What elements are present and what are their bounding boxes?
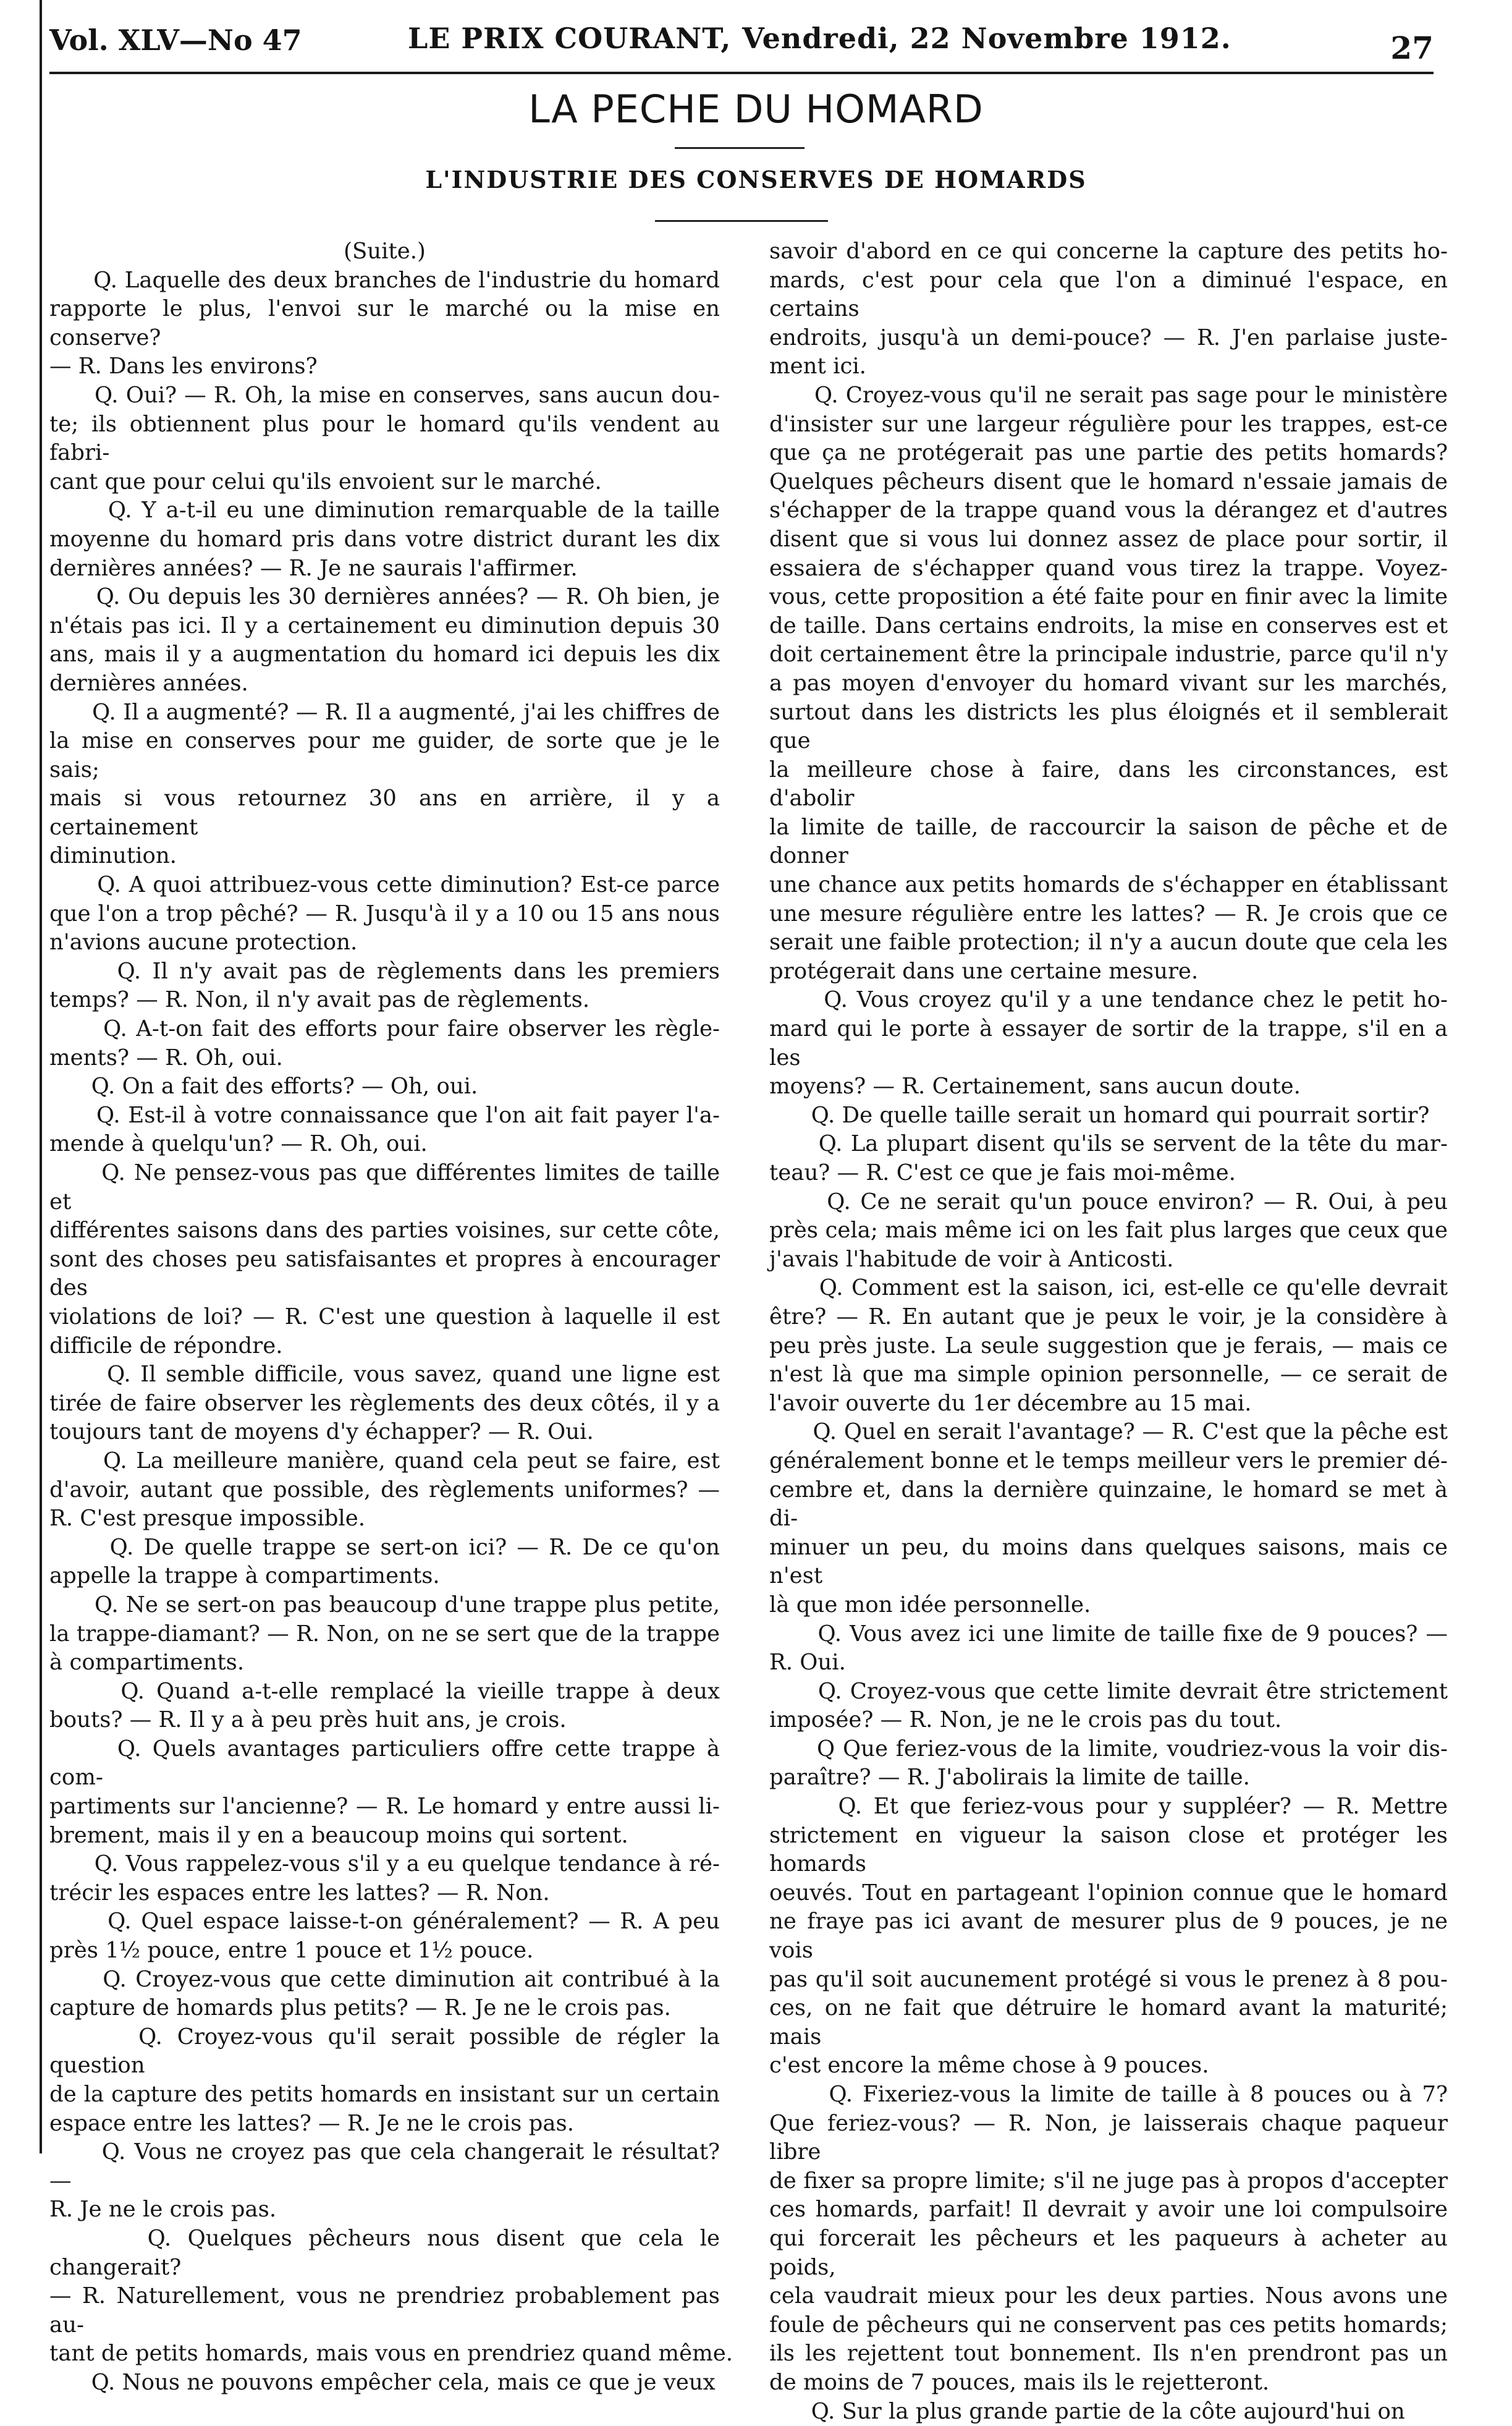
text-line: Q. Vous croyez qu'il y a une tendance chez le petit ho-: [769, 987, 1448, 1013]
text-line: diminution.: [49, 843, 177, 869]
text-line: vous, cette proposition a été faite pour en finir avec la limite: [769, 584, 1448, 610]
text-line: Q Que feriez-vous de la limite, voudriez-vous la voir dis-: [769, 1736, 1448, 1762]
subtitle-divider: [655, 220, 828, 222]
text-line: Q. Y a-t-il eu une diminution remarquable de la taille: [49, 498, 720, 524]
text-line: Q. De quelle taille serait un homard qui pourrait sortir?: [769, 1102, 1430, 1128]
text-line: Q. Il a augmenté? — R. Il a augmenté, j'ai les chiffres de: [49, 699, 720, 725]
text-line: la meilleure chose à faire, dans les circonstances, est d'abolir: [769, 757, 1455, 812]
text-line: tant de petits homards, mais vous en prendriez quand même.: [49, 2341, 733, 2367]
text-line: appelle la trappe à compartiments.: [49, 1563, 440, 1589]
article-title: LA PECHE DU HOMARD: [528, 87, 984, 132]
text-line: de la capture des petits homards en insistant sur un certain: [49, 2082, 720, 2107]
text-line: savoir d'abord en ce qui concerne la capture des petits ho-: [769, 239, 1448, 264]
text-line: ne fraye pas ici avant de mesurer plus de 9 pouces, je ne vois: [769, 1909, 1455, 1964]
text-line: s'échapper de la trappe quand vous la dérangez et d'autres: [769, 498, 1448, 524]
text-line: que ça ne protégerait pas une partie des petits homards?: [769, 440, 1448, 466]
text-line: Q. Ne pensez-vous pas que différentes limites de taille et: [49, 1160, 727, 1215]
text-line: mard qui le porte à essayer de sortir de la trappe, s'il en a les: [769, 1016, 1455, 1071]
text-line: Q. Quand a-t-elle remplacé la vieille trappe à deux: [49, 1678, 720, 1704]
text-line: de fixer sa propre limite; s'il ne juge pas à propos d'accepter: [769, 2168, 1448, 2194]
text-line: imposée? — R. Non, je ne le crois pas du tout.: [769, 1707, 1282, 1733]
text-line: de taille. Dans certains endroits, la mise en conserves est et: [769, 613, 1448, 638]
text-line: paraître? — R. J'abolirais la limite de taille.: [769, 1765, 1250, 1791]
text-line: Q. Ne se sert-on pas beaucoup d'une trappe plus petite,: [49, 1592, 720, 1618]
text-line: différentes saisons dans des parties voisines, sur cette côte,: [49, 1218, 720, 1244]
text-line: près 1½ pouce, entre 1 pouce et 1½ pouce.: [49, 1938, 534, 1964]
text-line: surtout dans les districts les plus éloignés et il semblerait que: [769, 699, 1455, 754]
text-line: Q. Croyez-vous que cette limite devrait être strictement: [769, 1678, 1448, 1704]
text-line: mais si vous retournez 30 ans en arrière, il y a certainement: [49, 786, 727, 840]
text-line: Q. La meilleure manière, quand cela peut se faire, est: [49, 1448, 720, 1474]
volume-number: Vol. XLV—No 47: [49, 23, 302, 57]
text-line: serait une faible protection; il n'y a aucun doute que cela les: [769, 930, 1448, 956]
text-line: moyenne du homard pris dans votre district durant les dix: [49, 526, 720, 552]
text-line: minuer un peu, du moins dans quelques saisons, mais ce n'est: [769, 1534, 1455, 1589]
text-line: trécir les espaces entre les lattes? — R. Non.: [49, 1880, 550, 1906]
text-line: Q. Il n'y avait pas de règlements dans les premiers: [49, 958, 720, 984]
text-line: te; ils obtiennent plus pour le homard qu'ils vendent au fabri-: [49, 411, 727, 466]
text-line: Q. A quoi attribuez-vous cette diminution? Est-ce parce: [49, 872, 720, 898]
text-line: temps? — R. Non, il n'y avait pas de règlements.: [49, 987, 590, 1013]
title-divider: [675, 147, 805, 149]
text-line: ans, mais il y a augmentation du homard ici depuis les dix: [49, 642, 720, 668]
text-line: d'insister sur une largeur régulière pour les trappes, est-ce: [769, 411, 1448, 437]
text-line: rapporte le plus, l'envoi sur le marché ou la mise en conserve?: [49, 296, 727, 350]
text-line: que l'on a trop pêché? — R. Jusqu'à il y a 10 ou 15 ans nous: [49, 901, 720, 927]
text-line: c'est encore la même chose à 9 pouces.: [769, 2053, 1209, 2079]
text-line: ces, on ne fait que détruire le homard avant la maturité; mais: [769, 1995, 1455, 2050]
text-line: endroits, jusqu'à un demi-pouce? — R. J'en parlaise juste-: [769, 324, 1448, 350]
text-line: tirée de faire observer les règlements des deux côtés, il y a: [49, 1390, 720, 1416]
text-line: Q. Vous rappelez-vous s'il y a eu quelque tendance à ré-: [49, 1851, 720, 1877]
text-line: violations de loi? — R. C'est une question à laquelle il est: [49, 1304, 720, 1330]
text-line: Q. Oui? — R. Oh, la mise en conserves, sans aucun dou-: [49, 382, 720, 408]
text-line: l'avoir ouverte du 1er décembre au 15 mai.: [769, 1390, 1252, 1416]
continued-label: (Suite.): [344, 239, 426, 264]
text-line: R. Oui.: [769, 1650, 846, 1676]
text-line: cembre et, dans la dernière quinzaine, le homard se met à di-: [769, 1477, 1455, 1532]
text-line: Q. Vous avez ici une limite de taille fixe de 9 pouces? —: [769, 1621, 1448, 1647]
journal-date-line: [408, 21, 1231, 56]
text-line: R. Je ne le crois pas.: [49, 2197, 277, 2223]
text-line: Q. Quels avantages particuliers offre cette trappe à com-: [49, 1736, 727, 1791]
text-line: Q. Quelques pêcheurs nous disent que cela le changerait?: [49, 2225, 727, 2280]
text-line: pas qu'il soit aucunement protégé si vous le prenez à 8 pou-: [769, 1966, 1448, 1992]
text-line: Q. Est-il à votre connaissance que l'on ait fait payer l'a-: [49, 1102, 720, 1128]
text-line: Q. Et que feriez-vous pour y suppléer? — R. Mettre: [769, 1794, 1448, 1820]
text-line: Q. Quel en serait l'avantage? — R. C'est que la pêche est: [769, 1419, 1448, 1445]
text-line: R. C'est presque impossible.: [49, 1506, 366, 1532]
text-line: une chance aux petits homards de s'échapper en établissant: [769, 872, 1448, 898]
column-lines: [49, 266, 733, 2398]
text-line: Q. Fixeriez-vous la limite de taille à 8 pouces ou à 7?: [769, 2082, 1448, 2107]
text-line: près cela; mais même ici on les fait plus larges que ceux que: [769, 1218, 1448, 1244]
text-line: Q. Sur la plus grande partie de la côte aujourd'hui on: [769, 2398, 1405, 2424]
text-line: essaiera de s'échapper quand vous tirez la trappe. Voyez-: [769, 555, 1448, 581]
text-line: protégerait dans une certaine mesure.: [769, 958, 1199, 984]
text-line: difficile de répondre.: [49, 1333, 283, 1359]
text-line: Q. Croyez-vous que cette diminution ait contribué à la: [49, 1966, 720, 1992]
article-subtitle: L'INDUSTRIE DES CONSERVES DE HOMARDS: [425, 166, 1087, 193]
text-line: foule de pêcheurs qui ne conservent pas ces petits homards;: [769, 2312, 1448, 2338]
text-column-right: [769, 237, 1455, 2426]
text-line: à compartiments.: [49, 1650, 245, 1676]
text-line: Q. Comment est la saison, ici, est-elle ce qu'elle devrait: [769, 1275, 1448, 1301]
text-line: de moins de 7 pouces, mais ils le rejetteront.: [769, 2369, 1270, 2395]
text-line: d'avoir, autant que possible, des règlements uniformes? —: [49, 1477, 720, 1503]
text-line: a pas moyen d'envoyer du homard vivant sur les marchés,: [769, 670, 1448, 696]
text-line: ces homards, parfait! Il devrait y avoir une loi compulsoire: [769, 2197, 1448, 2223]
text-line: Q. Quel espace laisse-t-on généralement? — R. A peu: [49, 1909, 720, 1935]
text-line: cant que pour celui qu'ils envoient sur le marché.: [49, 469, 602, 494]
text-line: partiments sur l'ancienne? — R. Le homard y entre aussi li-: [49, 1794, 720, 1820]
journal-name: LE PRIX COURANT,: [408, 22, 732, 55]
text-line: doit certainement être la principale industrie, parce qu'il n'y: [769, 642, 1448, 668]
text-line: Q. On a fait des efforts? — Oh, oui.: [49, 1074, 478, 1100]
text-line: mards, c'est pour cela que l'on a diminué l'espace, en certains: [769, 267, 1455, 322]
text-line: Q. Croyez-vous qu'il ne serait pas sage pour le ministère: [769, 382, 1448, 408]
text-line: ils les rejettent tout bonnement. Ils n'en prendront pas un: [769, 2341, 1448, 2367]
left-margin-rule: [40, 0, 42, 2153]
text-line: bouts? — R. Il y a à peu près huit ans, je crois.: [49, 1707, 567, 1733]
running-header: [49, 19, 1434, 68]
text-line: la trappe-diamant? — R. Non, on ne se sert que de la trappe: [49, 1621, 720, 1647]
text-column-left: [49, 237, 733, 2398]
text-line: espace entre les lattes? — R. Je ne le crois pas.: [49, 2110, 575, 2136]
text-line: Q. Vous ne croyez pas que cela changerait le résultat? —: [49, 2139, 727, 2194]
text-line: Q. Ou depuis les 30 dernières années? — R. Oh bien, je: [49, 584, 720, 610]
text-line: la limite de taille, de raccourcir la saison de pêche et de donner: [769, 814, 1455, 869]
page-number: 27: [1390, 30, 1434, 66]
text-line: moyens? — R. Certainement, sans aucun doute.: [769, 1074, 1301, 1100]
text-line: n'est là que ma simple opinion personnelle, — ce serait de: [769, 1362, 1448, 1388]
text-line: Q. De quelle trappe se sert-on ici? — R. De ce qu'on: [49, 1534, 720, 1560]
text-line: Que feriez-vous? — R. Non, je laisserais chaque paqueur libre: [769, 2110, 1455, 2165]
text-line: généralement bonne et le temps meilleur vers le premier dé-: [769, 1448, 1448, 1474]
text-line: — R. Dans les environs?: [49, 354, 318, 380]
text-line: là que mon idée personnelle.: [769, 1592, 1091, 1618]
text-line: Q. Nous ne pouvons empêcher cela, mais ce que je veux: [49, 2369, 716, 2395]
text-line: Q. Ce ne serait qu'un pouce environ? — R. Oui, à peu: [769, 1189, 1448, 1215]
text-line: Q. Laquelle des deux branches de l'industrie du homard: [49, 267, 720, 293]
text-line: ments? — R. Oh, oui.: [49, 1045, 283, 1071]
text-line: Q. La plupart disent qu'ils se servent de la tête du mar-: [769, 1131, 1448, 1157]
column-lines: [769, 237, 1455, 2426]
text-line: teau? — R. C'est ce que je fais moi-même.: [769, 1160, 1236, 1185]
text-line: dernières années.: [49, 670, 248, 696]
text-line: qui forcerait les pêcheurs et les paqueurs à acheter au poids,: [769, 2225, 1455, 2280]
text-line: peu près juste. La seule suggestion que je ferais, — mais ce: [769, 1333, 1448, 1359]
text-line: sont des choses peu satisfaisantes et propres à encourager des: [49, 1246, 727, 1301]
text-line: capture de homards plus petits? — R. Je ne le crois pas.: [49, 1995, 671, 2021]
text-line: Q. Il semble difficile, vous savez, quand une ligne est: [49, 1362, 720, 1388]
text-line: cela vaudrait mieux pour les deux parties. Nous avons une: [769, 2283, 1448, 2309]
header-rule: [49, 72, 1434, 74]
text-line: ment ici.: [769, 354, 866, 380]
text-line: Q. Croyez-vous qu'il serait possible de régler la question: [49, 2024, 727, 2079]
text-line: être? — R. En autant que je peux le voir, je la considère à: [769, 1304, 1448, 1330]
text-line: brement, mais il y en a beaucoup moins qui sortent.: [49, 1822, 628, 1848]
text-line: n'avions aucune protection.: [49, 930, 358, 956]
issue-date: Vendredi, 22 Novembre 1912.: [742, 22, 1231, 55]
text-line: mende à quelqu'un? — R. Oh, oui.: [49, 1131, 428, 1157]
text-line: une mesure régulière entre les lattes? — R. Je crois que ce: [769, 901, 1448, 927]
text-line: la mise en conserves pour me guider, de sorte que je le sais;: [49, 728, 727, 783]
text-line: dernières années? — R. Je ne saurais l'affirmer.: [49, 555, 578, 581]
text-line: strictement en vigueur la saison close et protéger les homards: [769, 1822, 1455, 1877]
text-line: oeuvés. Tout en partageant l'opinion connue que le homard: [769, 1880, 1448, 1906]
text-line: n'étais pas ici. Il y a certainement eu diminution depuis 30: [49, 613, 720, 638]
text-line: — R. Naturellement, vous ne prendriez probablement pas au-: [49, 2283, 727, 2338]
text-line: Q. A-t-on fait des efforts pour faire observer les règle-: [49, 1016, 720, 1042]
text-line: j'avais l'habitude de voir à Anticosti.: [769, 1246, 1174, 1272]
text-line: Quelques pêcheurs disent que le homard n'essaie jamais de: [769, 469, 1448, 494]
text-line: toujours tant de moyens d'y échapper? — R. Oui.: [49, 1419, 594, 1445]
text-line: disent que si vous lui donnez assez de place pour sortir, il: [769, 526, 1448, 552]
